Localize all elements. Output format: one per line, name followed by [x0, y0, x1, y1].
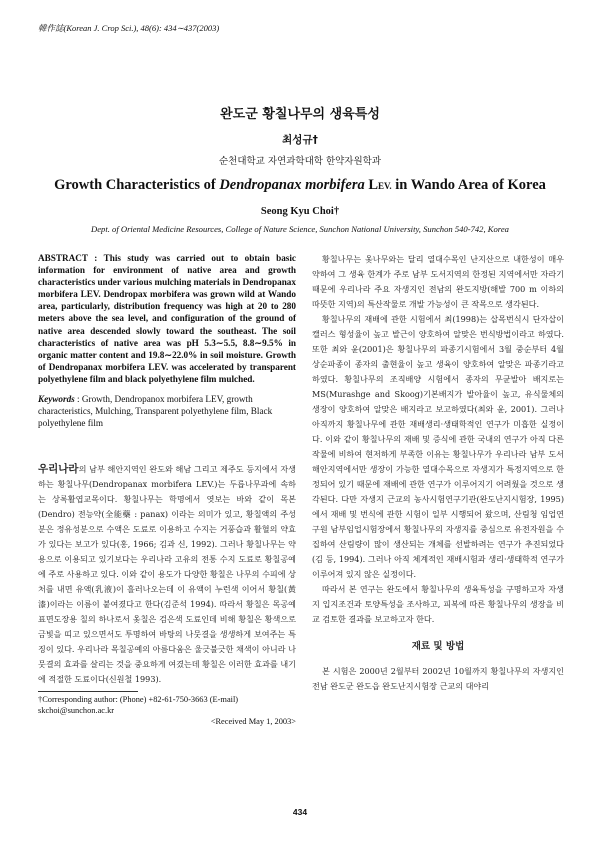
keywords-text: : Growth, Dendropanox morbifera LEV, growth characteristics, Mulching, Transparent polyethylene film, Black polyethylene film: [38, 394, 273, 429]
paragraph: 황칠나무는 옻나무와는 달리 열대수목인 난지산으로 내한성이 매우 약하여 그 생육 한계가 주로 남부 도서지역의 한정된 지역에서만 자라기 때문에 우리나라 주요 자생지인 전남의 완도지방(해발 700 m 이하의 따뜻한 지역)의 특산작물로 개발 가능성이 큰 작목으로 생각된다.: [312, 254, 564, 309]
author-korean: 최성규†: [282, 134, 318, 146]
title-english: [0, 177, 600, 194]
right-column: [312, 252, 564, 694]
abstract: [38, 252, 296, 385]
footnote-divider: [38, 691, 138, 692]
title-english-post: in Wando Area of Korea: [391, 177, 546, 193]
title-english-ev: L: [364, 177, 379, 193]
journal-header: 韓作誌(Korean J. Crop Sci.), 48(6): 434∼437(2003): [38, 23, 220, 33]
title-english-species: Dendropanax morbifera: [219, 177, 365, 193]
introduction: [38, 462, 296, 687]
abstract-label: ABSTRACT :: [38, 253, 104, 263]
keywords: [38, 393, 296, 429]
abstract-text: This study was carried out to obtain basic information for environment of native area and growth characteristics under various mulching materials in Dendropanax morbifera LEV. Dendropax morbifera was grown wild at Wando area, particularly, distribution frequency was high at 20 to 280 meters above the sea level, and configuration of the ground of native area descended slowly toward the southeast. The soil characteristics of native area was pH 5.3∼5.5, 8.8∼9.5% in organic matter content and 19.8∼22.0% in soil moisture. Growth of Dendropanax morbifera LEV. was accelerated by transparent polyethylene film and black polyethylene film mulched.: [38, 253, 297, 384]
left-column: [38, 252, 296, 727]
title-english-pre: Growth Characteristics of: [54, 177, 220, 193]
footnote: [38, 694, 296, 727]
paragraph: 따라서 본 연구는 완도에서 황칠나무의 생육특성을 구명하고자 자생지 입지조건과 토양특성을 조사하고, 피복에 따른 황칠나무의 생장을 비교 검토한 결과를 보고하고자 한다.: [312, 584, 564, 624]
received-date: <Received May 1, 2003>: [210, 717, 296, 727]
intro-text: 의 남부 해안지역인 완도와 해남 그리고 제주도 등지에서 자생하는 황칠나무(Dendropanax morbifera LEV.)는 두릅나무과에 속하는 상록활엽교목이다. 황칠나무는 학명에서 엿보는 바와 같이 목본(Dendro) 전능약(全能藥 : panax) 이라는 의미가 있고, 황칠액의 주성분은 정유성분으로 수액은 도료로 이용하고 수지는 거풍습과 활혈의 약효가 있다는 보고가 있다(홍, 1966; 김과 신, 1992). 그러나 황칠나무는 약용으로 이용되고 있기보다는 우리나라 고유의 전통 수지 도료로 황칠공예에 주로 사용하고 있다. 이와 같이 용도가 다양한 황칠은 나무의 수피에 상처를 내면 유액(乳液)이 흘러나오는데 이 유액이 누런색 이어서 황칠(黃漆)이라는 이름이 붙여졌다고 한다(김준석 1994). 따라서 황칠은 목공예 표면도장용 칠의 하나로서 옻칠은 검은색 도료인데 비해 황칠은 황색으로 금빛을 띠고 있으면서도 투명하여 바탕의 나뭇결을 생생하게 보여주는 특징이 있다. 우리나라 목칠공예의 아름다움은 울긋불긋한 채색이 아니라 나뭇결의 효과를 살리는 것을 중요하게 여겼는데 황칠은 이러한 효과를 내기에 적절한 도료이다(신원철 1993).: [38, 464, 296, 685]
paragraph: 본 시험은 2000년 2월부터 2002년 10월까지 황칠나무의 자생지인 전남 완도군 완도읍 완도난지시험장 근교의 대야리: [312, 666, 564, 691]
paragraph: 황칠나무의 재배에 관한 시험에서 최(1998)는 삽목번식시 단자삽이 캘러스 형성율이 높고 발근이 양호하여 알맞은 번식방법이라고 하였다. 또한 최와 윤(2001)은 황칠나무의 파종기시험에서 3월 중순부터 4월 상순파종이 종자의 출현율이 높고 생육이 양호하여 알맞은 파종기라고 하였다. 황칠나무의 조직배양 시험에서 종자의 무균발아 배지로는 MS(Murashge and Skoog)기본배지가 발아율이 높고, 유식물체의 생장이 양호하여 알맞은 배지라고 보고하였다(최와 윤, 2001). 그러나 아직까지 황칠나무에 관한 재배생리·생태학적인 연구가 미흡한 실정이다. 이와 같이 황칠나무의 재배 및 증식에 관한 국내의 연구가 아직 다른 작물에 비하여 현저하게 부족한 이유는 황칠나무가 우리나라 남부 도서 해안지역에서만 생장이 가능한 열대수목으로 자생지가 특정지역으로 한정되어 있기 때문에 재배에 관한 연구가 이루어지기 어려웠을 것으로 생각된다. 다만 자생지 근교의 농사시험연구기관(완도난지시험장, 1995)에서 재배 및 번식에 관한 시험이 일부 시행되어 왔으며, 산림청 임업연구원 남부임업시험장에서 황칠나무의 자생지를 중심으로 유전자원을 수집하여 산림량이 많이 생산되는 개체를 선발하려는 연구가 추진되었다(김 등, 1994). 그러나 아직 체계적인 재배시험과 생리·생태학적 연구가 이루어져 있지 않은 실정이다.: [312, 314, 564, 579]
affiliation-korean: 순천대학교 자연과학대학 한약자원학과: [218, 156, 382, 167]
keywords-label: Keywords: [38, 394, 75, 405]
page-number: 434: [292, 807, 308, 817]
author-english: Seong Kyu Choi†: [260, 206, 340, 217]
footnote-text: †Corresponding author: (Phone) +82-61-750-3663 (E-mail) skchoi@sunchon.ac.kr: [38, 695, 239, 716]
section-heading: 재료 및 방법: [411, 641, 465, 652]
title-english-ev-sub: EV.: [378, 181, 392, 191]
affiliation-english: Dept. of Oriental Medicine Resources, College of Nature Science, Sunchon National University, Sunchon 540-742, Korea: [91, 224, 509, 234]
title-korean: 완도군 황칠나무의 생육특성: [220, 107, 380, 122]
intro-lead: 우리나라: [38, 463, 79, 476]
